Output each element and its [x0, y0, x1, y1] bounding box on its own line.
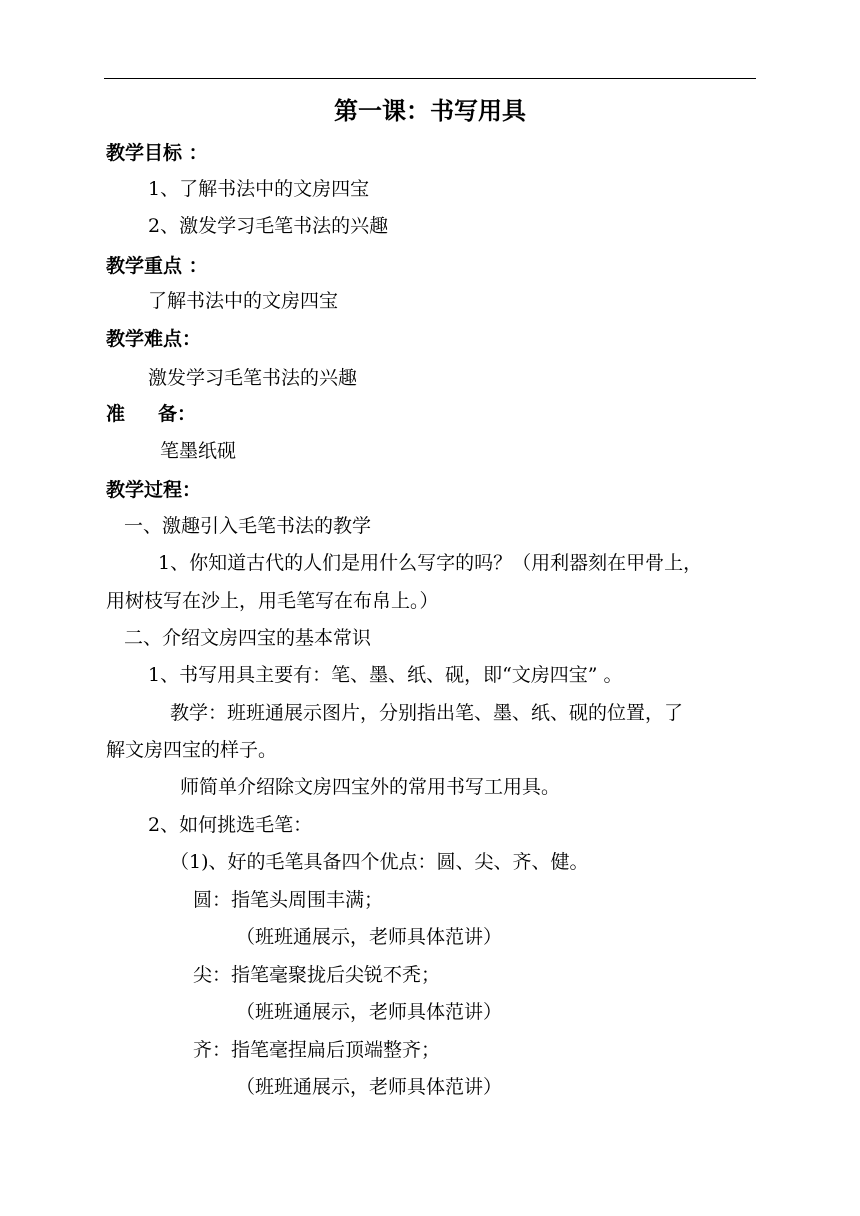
difficulty-text: 激发学习毛笔书法的兴趣 [148, 367, 358, 389]
process-line-1: 一、激趣引入毛笔书法的教学 [124, 515, 372, 537]
process-line-11: 圆：指笔头周围丰满； [193, 889, 384, 911]
process-line-10: （1)、好的毛笔具备四个优点：圆、尖、齐、健。 [170, 851, 589, 873]
process-line-4: 二、介绍文房四宝的基本常识 [124, 627, 372, 649]
process-line-5: 1、书写用具主要有：笔、墨、纸、砚，即“文房四宝” 。 [148, 664, 623, 686]
difficulty-heading: 教学难点： [106, 328, 202, 350]
key-point-text: 了解书法中的文房四宝 [148, 290, 339, 312]
process-line-13: 尖：指笔毫聚拢后尖锐不秃； [193, 964, 441, 986]
process-line-9: 2、如何挑选毛笔： [148, 814, 313, 836]
process-line-15: 齐：指笔毫捏扁后顶端整齐； [193, 1039, 441, 1061]
goals-heading: 教学目标 ： [106, 142, 208, 164]
preparation-heading-right: 备： [158, 403, 197, 425]
process-line-8: 师简单介绍除文房四宝外的常用书写工用具。 [180, 776, 561, 798]
process-line-7: 解文房四宝的样子。 [106, 739, 278, 761]
process-heading: 教学过程： [106, 479, 202, 501]
goal-item-2: 2、激发学习毛笔书法的兴趣 [148, 215, 389, 237]
process-line-6: 教学：班班通展示图片，分别指出笔、墨、纸、砚的位置，了 [170, 702, 684, 724]
preparation-text: 笔墨纸砚 [160, 440, 237, 462]
page-title: 第一课：书写用具 [334, 96, 526, 125]
process-line-16: （班班通展示，老师具体范讲） [236, 1076, 503, 1098]
process-line-3: 用树枝写在沙上，用毛笔写在布帛上。） [106, 590, 439, 612]
preparation-heading-left: 准 [106, 403, 126, 425]
process-line-12: （班班通展示，老师具体范讲） [236, 926, 503, 948]
key-point-heading: 教学重点 ： [106, 255, 208, 277]
process-line-14: （班班通展示，老师具体范讲） [236, 1001, 503, 1023]
header-rule [104, 78, 756, 79]
process-line-2: 1、你知道古代的人们是用什么写字的吗？（用利器刻在甲骨上， [158, 552, 703, 574]
goal-item-1: 1、了解书法中的文房四宝 [148, 178, 370, 200]
